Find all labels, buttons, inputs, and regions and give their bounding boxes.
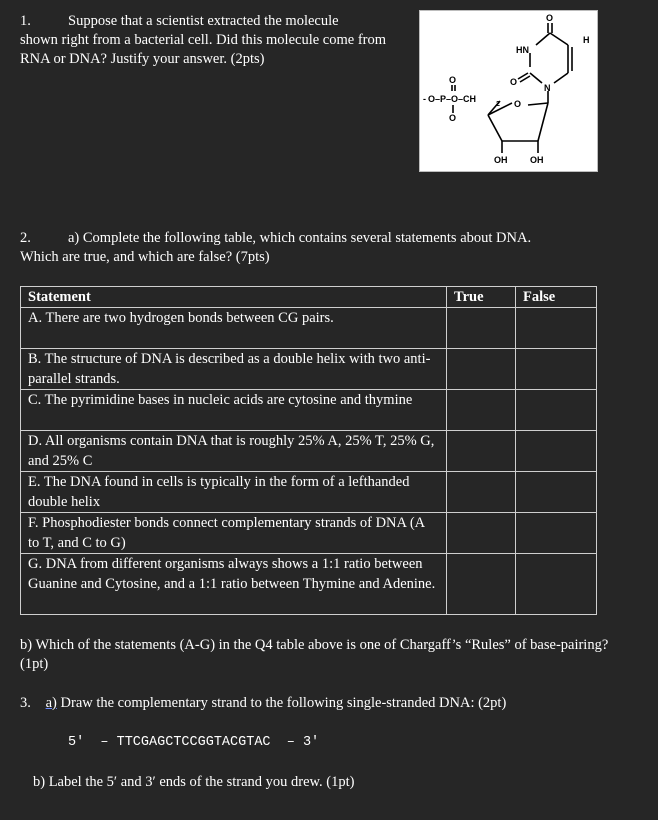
question-number: 1. (20, 13, 31, 29)
statement-e: E. The DNA found in cells is typically in the form of a lefthanded double helix (21, 472, 447, 513)
statement-f: F. Phosphodiester bonds connect complementary strands of DNA (A to T, and C to G) (21, 513, 447, 554)
oh-label-3: OH (530, 155, 544, 165)
phosphate-chain: O–P–O–CH (428, 94, 477, 104)
hn-label: HN (516, 45, 529, 55)
statement-a: A. There are two hydrogen bonds between CG pairs. (21, 308, 447, 349)
table-row (21, 308, 597, 349)
statement-header: Statement (21, 287, 447, 308)
question-text-line2: Which are true, and which are false? (7pts) (20, 249, 270, 265)
question-text-line1: a) Complete the following table, which contains several statements about DNA. (68, 230, 532, 246)
phosphate-o-bottom: O (449, 113, 457, 123)
true-cell[interactable] (447, 308, 516, 349)
molecule-structure (420, 11, 597, 171)
table-row (21, 554, 597, 615)
question-text-line1: Suppose that a scientist extracted the molecule (68, 13, 339, 29)
question-text-rest: shown right from a bacterial cell. Did this molecule come from RNA or DNA? Justify your answer. (2pts) (20, 32, 387, 67)
table-row (21, 472, 597, 513)
statement-g: G. DNA from different organisms always shows a 1:1 ratio between Guanine and Cytosine, and a 1:1 ratio between Thymine and Adenine. (21, 554, 447, 615)
false-header: False (516, 287, 597, 308)
false-cell[interactable] (516, 431, 597, 472)
uridine-monophosphate-figure (419, 10, 598, 172)
statement-table (20, 286, 597, 615)
question-number: 3. (20, 695, 31, 711)
true-cell[interactable] (447, 349, 516, 390)
true-cell[interactable] (447, 513, 516, 554)
table-row (21, 513, 597, 554)
n-label: N (544, 83, 551, 93)
table-row (21, 349, 597, 390)
question-text: Draw the complementary strand to the following single-stranded DNA: (2pt) (60, 695, 507, 711)
true-cell[interactable] (447, 472, 516, 513)
question-2b: b) Which of the statements (A-G) in the Q4 table above is one of Chargaff’s “Rules” of base-pairing? (1pt) (20, 637, 609, 672)
phosphate-o-top: O (449, 75, 457, 85)
phosphate-minus: - (423, 94, 426, 104)
true-header: True (447, 287, 516, 308)
ch2-subscript: 2 (496, 101, 500, 108)
question-1 (20, 12, 410, 69)
ring-o-label: O (514, 99, 522, 109)
carbonyl-o-left: O (510, 77, 518, 87)
dna-sequence: 5′ – TTCGAGCTCCGGTACGTAC – 3′ (68, 735, 320, 750)
question-2 (20, 229, 640, 267)
carbonyl-o-top: O (546, 13, 554, 23)
question-3 (20, 694, 640, 713)
table-row (21, 390, 597, 431)
h-label: H (583, 35, 590, 45)
false-cell[interactable] (516, 472, 597, 513)
question-number: 2. (20, 230, 31, 246)
oh-label-2: OH (494, 155, 508, 165)
false-cell[interactable] (516, 513, 597, 554)
false-cell[interactable] (516, 554, 597, 615)
table-header-row (21, 287, 597, 308)
false-cell[interactable] (516, 308, 597, 349)
table-row (21, 431, 597, 472)
statement-d: D. All organisms contain DNA that is roughly 25% A, 25% T, 25% G, and 25% C (21, 431, 447, 472)
true-cell[interactable] (447, 554, 516, 615)
statement-c: C. The pyrimidine bases in nucleic acids are cytosine and thymine (21, 390, 447, 431)
statement-b: B. The structure of DNA is described as a double helix with two anti-parallel strands. (21, 349, 447, 390)
false-cell[interactable] (516, 390, 597, 431)
true-cell[interactable] (447, 431, 516, 472)
part-label: a) (45, 695, 57, 711)
false-cell[interactable] (516, 349, 597, 390)
true-cell[interactable] (447, 390, 516, 431)
question-3b: b) Label the 5′ and 3′ ends of the strand you drew. (1pt) (33, 774, 355, 790)
